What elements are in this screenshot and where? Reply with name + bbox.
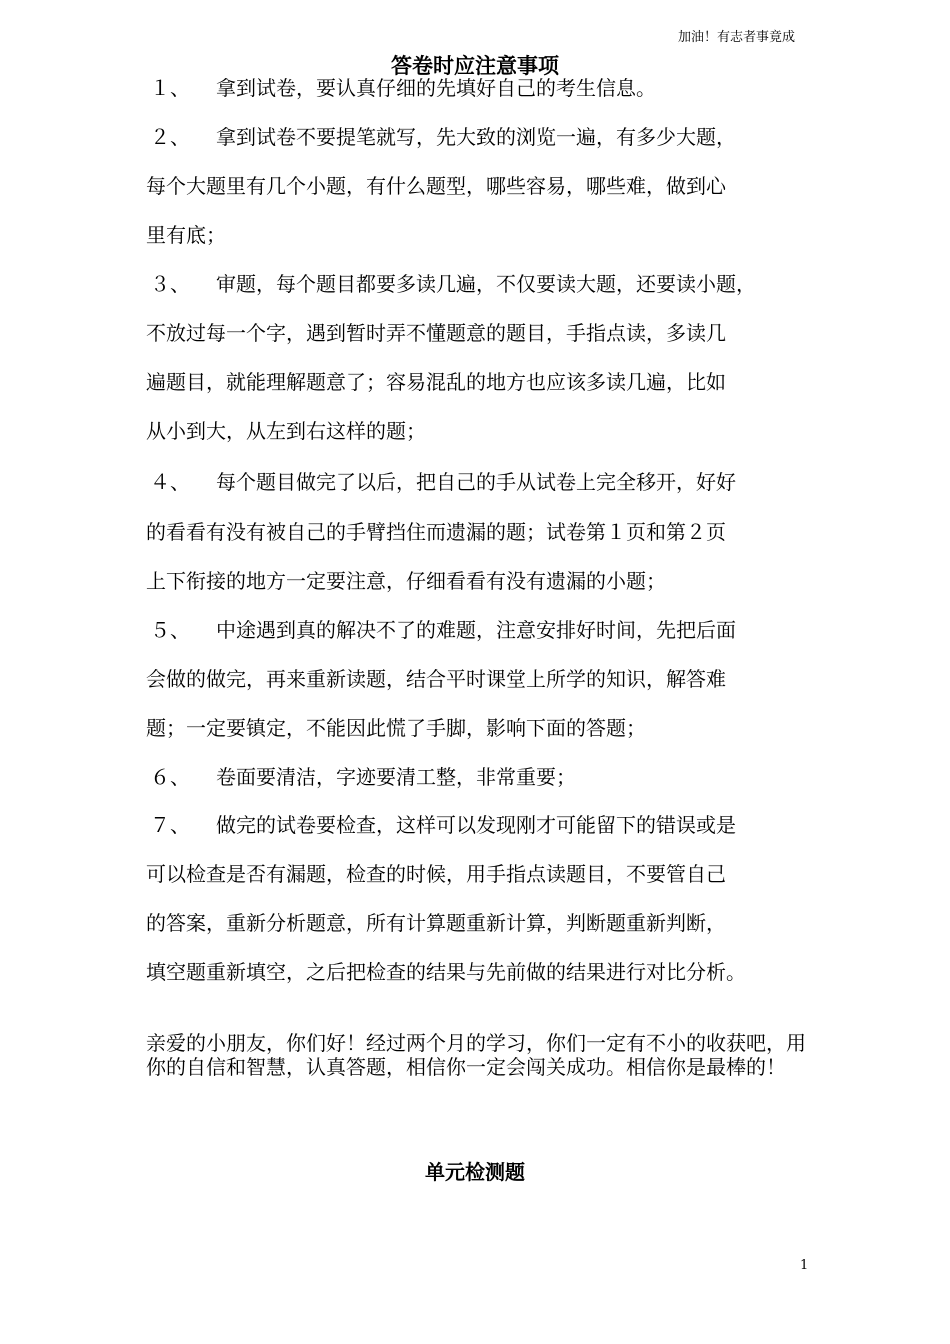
item-3-text: 审题，每个题目都要多读几遍，不仅要读大题，还要读小题， — [216, 272, 756, 296]
item-5-line-3: 题；一定要镇定，不能因此慌了手脚，影响下面的答题； — [146, 716, 646, 740]
item-5-text: 中途遇到真的解决不了的难题，注意安排好时间，先把后面 — [216, 618, 736, 642]
item-5-number: ５、 — [150, 618, 190, 642]
item-3-line-3: 遍题目，就能理解题意了；容易混乱的地方也应该多读几遍，比如 — [146, 370, 726, 394]
header-note: 加油！有志者事竟成 — [678, 30, 796, 45]
item-6-line-1 — [146, 765, 576, 789]
item-7-number: ７、 — [150, 813, 190, 837]
item-1-number: １、 — [150, 76, 190, 100]
item-4-number: ４、 — [150, 470, 190, 494]
item-2-line-1 — [146, 125, 736, 149]
item-2-line-3: 里有底； — [146, 223, 226, 247]
closing-paragraph: 亲爱的小朋友，你们好！经过两个月的学习，你们一定有不小的收获吧，用你的自信和智慧，认真答题，相信你一定会闯关成功。相信你是最棒的！ — [146, 1031, 806, 1079]
item-1-text: 拿到试卷，要认真仔细的先填好自己的考生信息。 — [216, 76, 656, 100]
item-3-line-4: 从小到大，从左到右这样的题； — [146, 419, 426, 443]
item-3-line-2: 不放过每一个字，遇到暂时弄不懂题意的题目，手指点读，多读几 — [146, 321, 726, 345]
item-7-line-4: 填空题重新填空，之后把检查的结果与先前做的结果进行对比分析。 — [146, 960, 746, 984]
item-3-number: ３、 — [150, 272, 190, 296]
item-1-line-1 — [146, 76, 656, 100]
item-3-line-1 — [146, 272, 756, 296]
item-4-text: 每个题目做完了以后，把自己的手从试卷上完全移开，好好 — [216, 470, 736, 494]
item-4-line-3: 上下衔接的地方一定要注意，仔细看看有没有遗漏的小题； — [146, 569, 666, 593]
item-2-line-2: 每个大题里有几个小题，有什么题型，哪些容易，哪些难，做到心 — [146, 174, 726, 198]
item-5-line-1 — [146, 618, 736, 642]
item-2-number: ２、 — [150, 125, 190, 149]
section-title: 单元检测题 — [425, 1160, 525, 1184]
item-7-line-3: 的答案，重新分析题意，所有计算题重新计算，判断题重新判断， — [146, 911, 726, 935]
item-7-text: 做完的试卷要检查，这样可以发现刚才可能留下的错误或是 — [216, 813, 736, 837]
page-number: 1 — [800, 1258, 809, 1273]
item-7-line-2: 可以检查是否有漏题，检查的时候，用手指点读题目，不要管自己 — [146, 862, 726, 886]
item-6-text: 卷面要清洁，字迹要清工整，非常重要； — [216, 765, 576, 789]
item-4-line-2: 的看看有没有被自己的手臂挡住而遗漏的题；试卷第１页和第２页 — [146, 520, 726, 544]
document-title: 答卷时应注意事项 — [391, 53, 559, 78]
item-6-number: ６、 — [150, 765, 190, 789]
item-4-line-1 — [146, 470, 736, 494]
item-2-text: 拿到试卷不要提笔就写，先大致的浏览一遍，有多少大题， — [216, 125, 736, 149]
item-5-line-2: 会做的做完，再来重新读题，结合平时课堂上所学的知识，解答难 — [146, 667, 726, 691]
item-7-line-1 — [146, 813, 736, 837]
